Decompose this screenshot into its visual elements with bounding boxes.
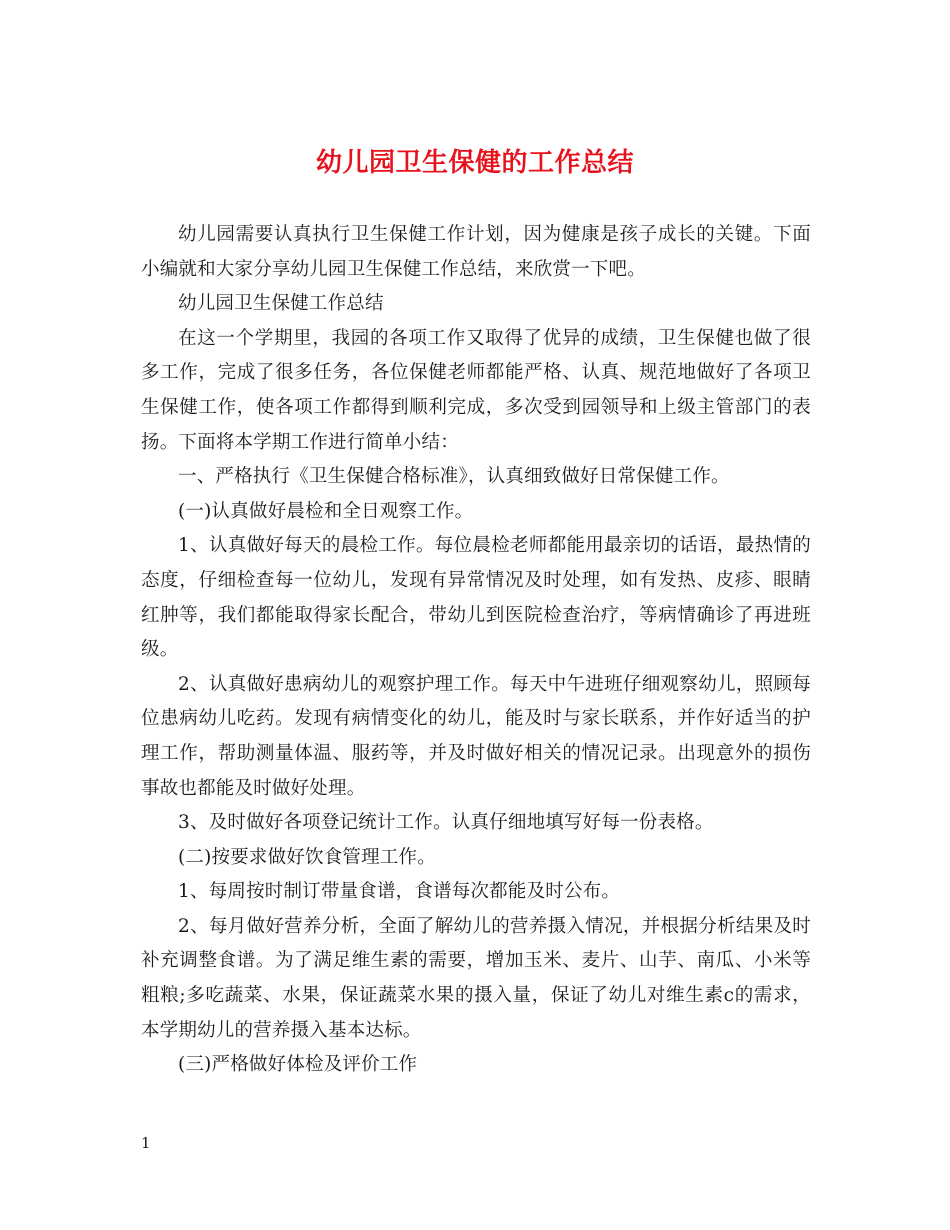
subsection-heading-3: (三)严格做好体检及评价工作: [178, 1054, 418, 1076]
subsection-heading-2: (二)按要求做好饮食管理工作。: [178, 846, 436, 868]
paragraph-sick-care: 2、认真做好患病幼儿的观察护理工作。每天中午进班仔细观察幼儿，照顾每位患病幼儿吃药。发现有病情变化的幼儿，能及时与家长联系，并作好适当的护理工作，帮助测量体温、服药等，并及时做好相关的情况记录。出现意外的损伤事故也都能及时做好处理。: [141, 673, 811, 799]
paragraph-nutrition: 2、每月做好营养分析，全面了解幼儿的营养摄入情况，并根据分析结果及时补充调整食谱。为了满足维生素的需要，增加玉米、麦片、山芋、南瓜、小米等粗粮;多吃蔬菜、水果，保证蔬菜水果的摄入量，保证了幼儿对维生素c的需求，本学期幼儿的营养摄入基本达标。: [141, 915, 811, 1041]
document-body: [141, 218, 811, 1083]
paragraph-menu: 1、每周按时制订带量食谱，食谱每次都能及时公布。: [178, 881, 621, 903]
page-number: 1: [141, 1134, 151, 1152]
paragraph-records: 3、及时做好各项登记统计工作。认真仔细地填写好每一份表格。: [178, 812, 714, 834]
document-title: 幼儿园卫生保健的工作总结: [315, 148, 634, 178]
section-heading-1: 一、严格执行《卫生保健合格标准》，认真细致做好日常保健工作。: [178, 466, 730, 488]
paragraph-morning-check: 1、认真做好每天的晨检工作。每位晨检老师都能用最亲切的话语，最热情的态度，仔细检查每一位幼儿，发现有异常情况及时处理，如有发热、皮疹、眼睛红肿等，我们都能取得家长配合，带幼儿到医院检查治疗，等病情确诊了再进班级。: [141, 535, 811, 661]
paragraph-intro: 幼儿园需要认真执行卫生保健工作计划，因为健康是孩子成长的关键。下面小编就和大家分享幼儿园卫生保健工作总结，来欣赏一下吧。: [141, 224, 811, 280]
paragraph-overview: 在这一个学期里，我园的各项工作又取得了优异的成绩，卫生保健也做了很多工作，完成了很多任务，各位保健老师都能严格、认真、规范地做好了各项卫生保健工作，使各项工作都得到顺利完成，多次受到园领导和上级主管部门的表扬。下面将本学期工作进行简单小结：: [141, 327, 811, 453]
subsection-heading-1: (一)认真做好晨检和全日观察工作。: [178, 500, 474, 522]
paragraph-subtitle: 幼儿园卫生保健工作总结: [178, 293, 384, 315]
